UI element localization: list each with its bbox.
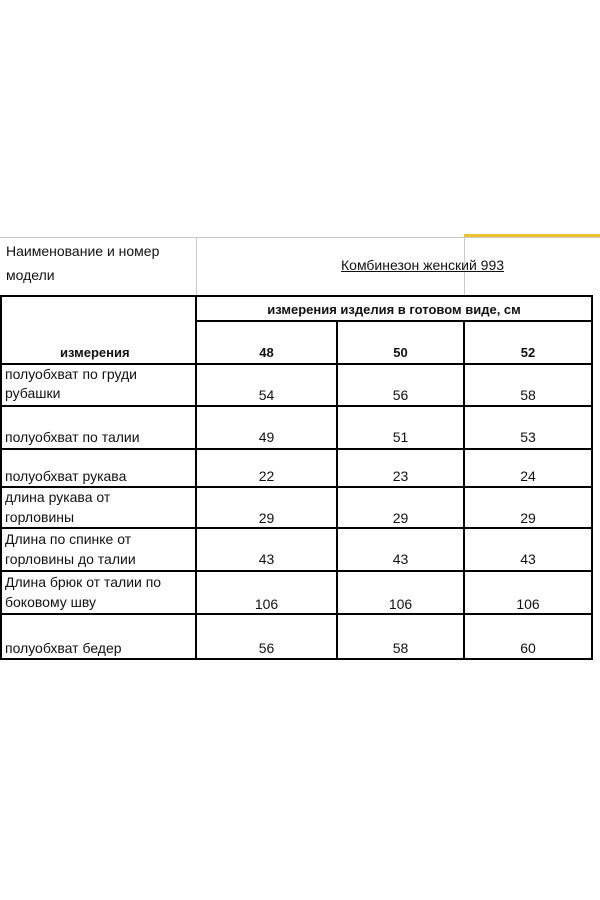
- table-cell: 56: [258, 640, 275, 656]
- table-top-border: [0, 295, 593, 297]
- table-cell: 53: [520, 429, 536, 445]
- table-cell: 56: [392, 387, 409, 403]
- top-gridline: [0, 237, 600, 238]
- table-cell: 43: [392, 551, 409, 567]
- table-cell: 60: [520, 640, 536, 656]
- row-label: полуобхват бедер: [5, 640, 122, 656]
- table-cell: 23: [392, 468, 409, 484]
- row-label: полуобхват по талии: [5, 429, 140, 445]
- table-cell: 106: [254, 596, 279, 612]
- table-cell: 58: [392, 640, 409, 656]
- model-label-line1: Наименование и номер: [6, 243, 160, 259]
- table-cell: 22: [258, 468, 275, 484]
- size-header-52: 52: [520, 345, 536, 360]
- table-cell: 106: [516, 596, 540, 612]
- row-header: измерения: [60, 345, 130, 360]
- row-label: горловины до талии: [5, 551, 136, 567]
- model-name: Комбинезон женский 993: [341, 257, 505, 273]
- table-cell: 24: [520, 468, 536, 484]
- group-header: измерения изделия в готовом виде, см: [267, 302, 521, 317]
- header-gridline: [196, 237, 197, 295]
- table-right-border: [591, 295, 593, 660]
- row-label: длина рукава от: [5, 489, 111, 505]
- row-line: [0, 448, 593, 450]
- table-cell: 29: [520, 510, 536, 526]
- table-cell: 58: [520, 387, 536, 403]
- row-label: горловины: [5, 509, 75, 525]
- table-cell: 54: [258, 387, 275, 403]
- row-label: Длина брюк от талии по: [5, 574, 162, 590]
- table-cell: 51: [392, 429, 409, 445]
- row-label: боковому шву: [5, 594, 96, 610]
- row-label: Длина по спинке от: [5, 531, 132, 547]
- row-label: полуобхват по груди: [5, 366, 137, 382]
- table-cell: 49: [258, 429, 275, 445]
- size-header-50: 50: [393, 345, 408, 360]
- table-cell: 29: [258, 510, 275, 526]
- table-cell: 29: [392, 510, 409, 526]
- table-left-border: [0, 295, 2, 660]
- row-label: полуобхват рукава: [5, 468, 127, 484]
- row-label: рубашки: [5, 385, 61, 401]
- size-header-48: 48: [259, 345, 274, 360]
- table-cell: 106: [388, 596, 413, 612]
- model-label-line2: модели: [6, 267, 55, 283]
- table-cell: 43: [520, 551, 536, 567]
- table-cell: 43: [258, 551, 275, 567]
